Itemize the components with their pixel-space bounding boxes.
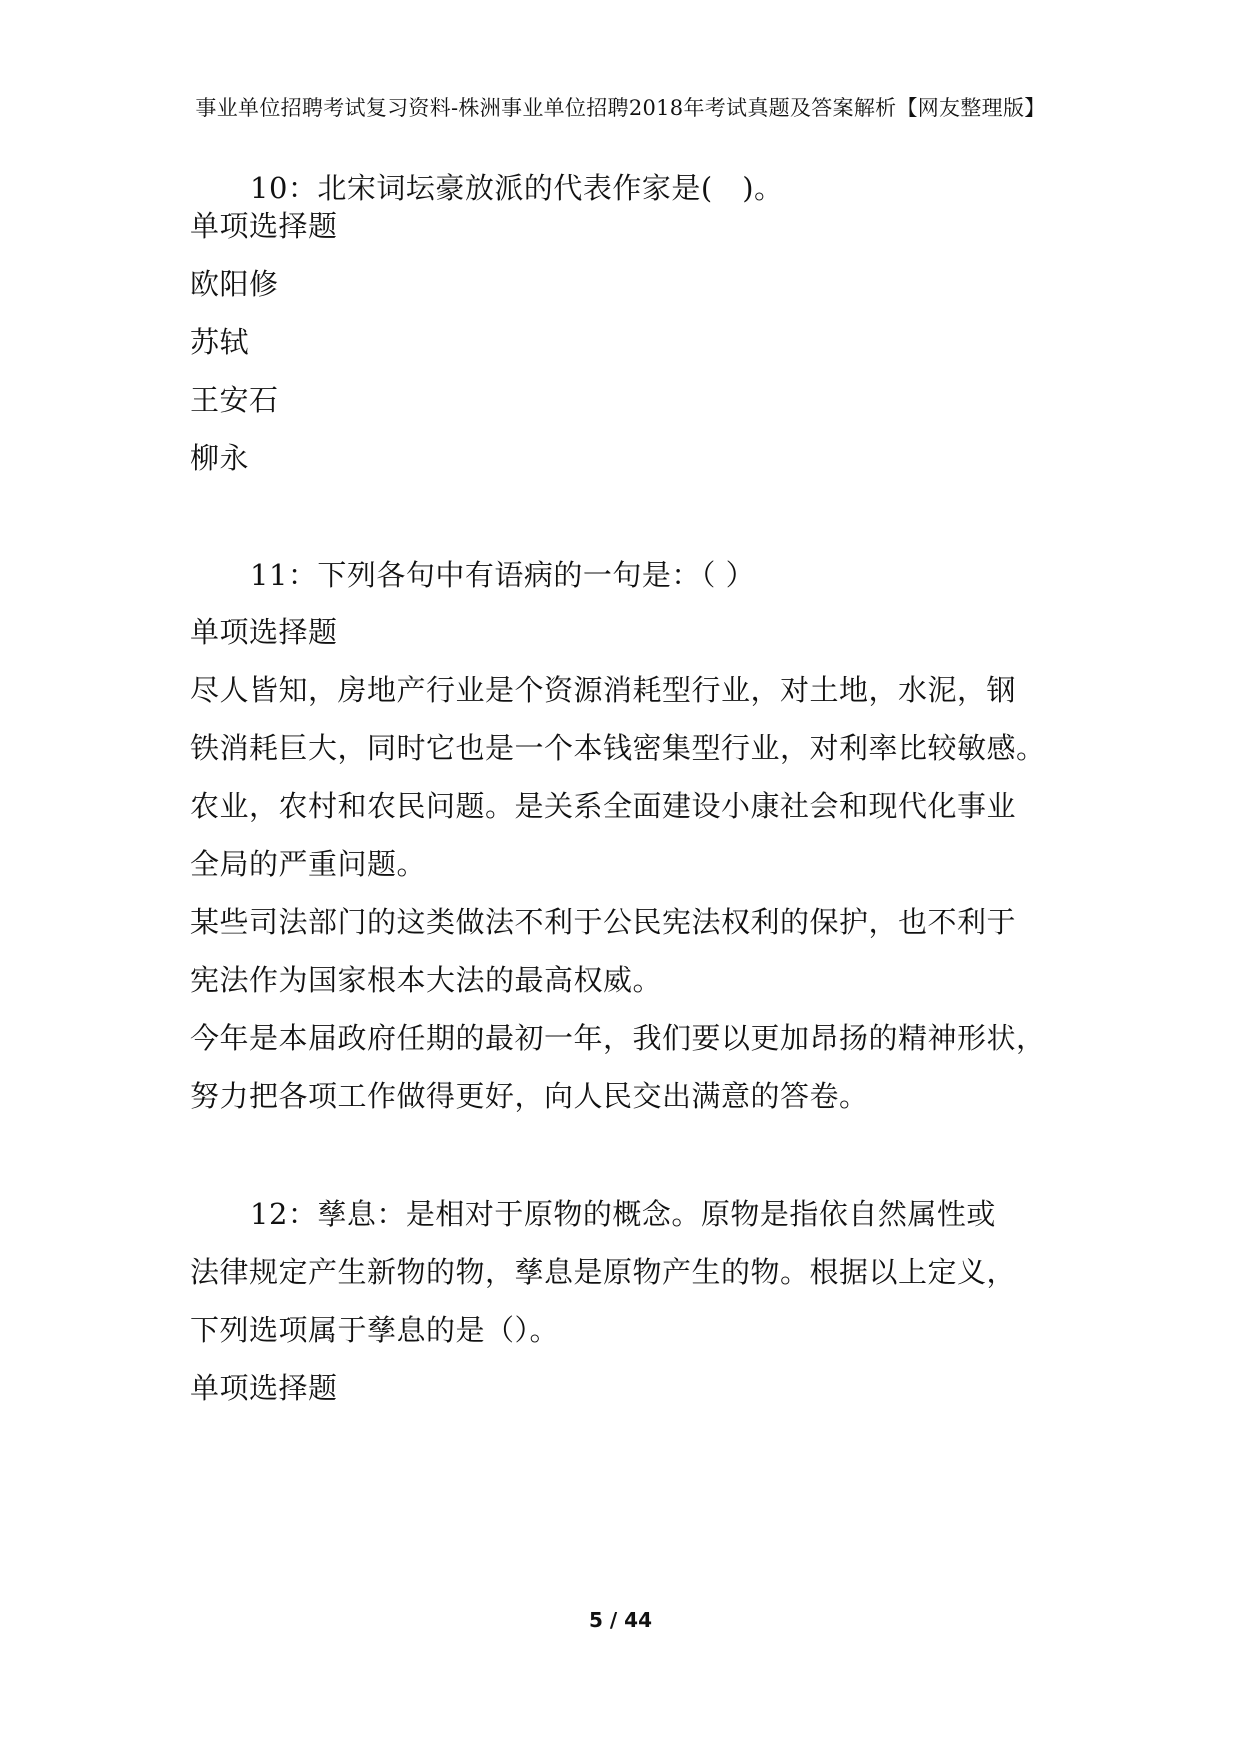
question-type: 单项选择题: [190, 209, 338, 243]
answer-option: 苏轼: [190, 325, 250, 359]
page-number: 5 / 44: [589, 1608, 652, 1632]
question-type: 单项选择题: [190, 1371, 338, 1405]
answer-option: 今年是本届政府任期的最初一年，我们要以更加昂扬的精神形状，: [190, 1021, 1046, 1055]
answer-option: 尽人皆知，房地产行业是个资源消耗型行业，对土地，水泥，钢: [190, 673, 1017, 707]
answer-option: 柳永: [190, 441, 250, 475]
document-header: 事业单位招聘考试复习资料-株洲事业单位招聘2018年考试真题及答案解析【网友整理版】: [195, 96, 1046, 120]
answer-option: 铁消耗巨大，同时它也是一个本钱密集型行业，对利率比较敏感。: [190, 731, 1046, 765]
question-type: 单项选择题: [190, 615, 338, 649]
question-stem: 12：孳息：是相对于原物的概念。原物是指依自然属性或: [250, 1197, 996, 1231]
answer-option: 努力把各项工作做得更好，向人民交出满意的答卷。: [190, 1079, 869, 1113]
answer-option: 农业，农村和农民问题。是关系全面建设小康社会和现代化事业: [190, 789, 1017, 823]
answer-option: 宪法作为国家根本大法的最高权威。: [190, 963, 663, 997]
question-stem: 10：北宋词坛豪放派的代表作家是( )。: [250, 171, 784, 205]
question-stem: 法律规定产生新物的物，孳息是原物产生的物。根据以上定义，: [190, 1255, 1017, 1289]
answer-option: 王安石: [190, 383, 279, 417]
answer-option: 全局的严重问题。: [190, 847, 427, 881]
answer-option: 某些司法部门的这类做法不利于公民宪法权利的保护，也不利于: [190, 905, 1017, 939]
answer-option: 欧阳修: [190, 267, 279, 301]
question-stem: 下列选项属于孳息的是（）。: [190, 1313, 560, 1347]
question-stem: 11：下列各句中有语病的一句是：（ ）: [250, 558, 756, 592]
